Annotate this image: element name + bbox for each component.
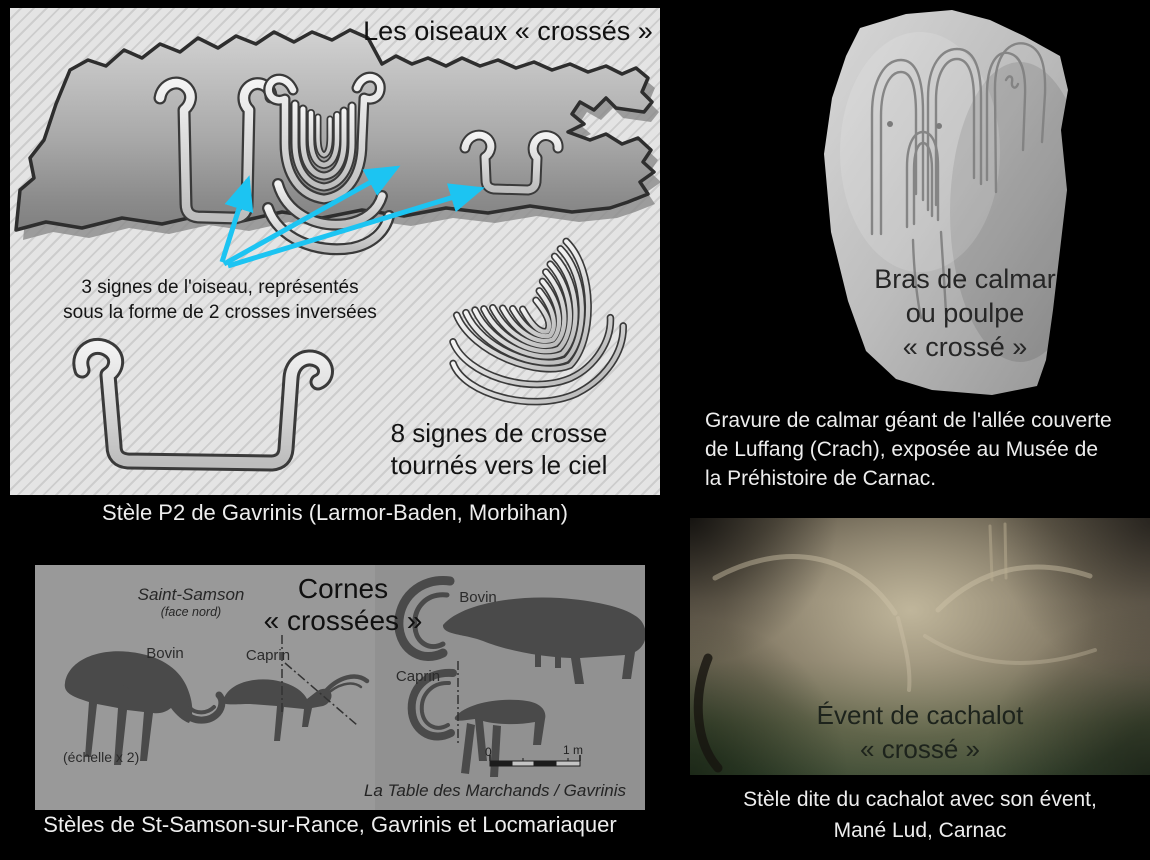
panel3-title-line2: « crossées » [263, 605, 423, 636]
site-label [131, 585, 251, 619]
label-bovin-left: Bovin [146, 645, 184, 662]
label-caprin-right: Caprin [395, 668, 441, 685]
panel4-caption-line1: Stèle dite du cachalot avec son évent, [743, 788, 1097, 811]
birds-annotation-line2: sous la forme de 2 crosses inversées [63, 302, 377, 323]
panel3-caption: Stèles de St-Samson-sur-Rance, Gavrinis et Locmariaquer [43, 812, 617, 837]
engraved-eye-left [887, 121, 893, 127]
panel3-title [257, 573, 429, 637]
source-label: La Table des Marchands / Gavrinis [363, 781, 627, 800]
panel2-caption-line2: de Luffang (Crach), exposée au Musée de [705, 438, 1099, 461]
panel3-title-line1: Cornes [297, 573, 389, 604]
eight-crosses-motif [431, 241, 641, 443]
luffang-overlay-line1: Bras de calmar [874, 264, 1056, 294]
big-crook-sign [81, 346, 326, 463]
scale-one-label: 1 m [563, 743, 584, 757]
label-caprin-left: Caprin [245, 647, 291, 664]
stone-highlight [840, 32, 1000, 272]
panel-cornes-drawing [35, 565, 645, 810]
luffang-overlay-line3: « crossé » [902, 332, 1028, 362]
panel2-caption [705, 406, 1145, 493]
panel-cachalot-photo [690, 518, 1150, 775]
cachalot-overlay-line1: Évent de cachalot [816, 700, 1024, 730]
luffang-overlay-text [830, 262, 1100, 364]
cachalot-overlay-text [755, 698, 1085, 766]
site-label-face: (face nord) [160, 605, 222, 619]
panel1-title: Les oiseaux « crossés » [363, 16, 653, 46]
crosses-annotation-line2: tournés vers le ciel [390, 450, 608, 480]
bovin-left-silhouette [65, 651, 193, 765]
panel1-caption: Stèle P2 de Gavrinis (Larmor-Baden, Morbihan) [102, 500, 568, 525]
panel-gavrinis-drawing [10, 8, 660, 495]
scale-note: (échelle x 2) [63, 749, 140, 765]
label-bovin-right: Bovin [459, 589, 497, 606]
scale-zero-label: 0 [485, 745, 492, 759]
panel4-caption-line2: Mané Lud, Carnac [833, 819, 1007, 842]
site-label-name: Saint-Samson [137, 585, 245, 604]
cachalot-overlay-line2: « crossé » [860, 734, 980, 764]
birds-annotation [28, 275, 412, 325]
crosses-annotation-line1: 8 signes de crosse [390, 418, 608, 448]
engraved-eye-right [936, 123, 942, 129]
panel2-caption-line3: la Préhistoire de Carnac. [705, 467, 937, 490]
panel2-caption-line1: Gravure de calmar géant de l'allée couverte [705, 409, 1112, 432]
birds-annotation-line1: 3 signes de l'oiseau, représentés [81, 277, 359, 298]
caprin-left-horns [325, 677, 367, 696]
luffang-overlay-line2: ou poulpe [905, 298, 1025, 328]
crosses-annotation [343, 417, 655, 481]
panel4-caption [700, 784, 1140, 846]
